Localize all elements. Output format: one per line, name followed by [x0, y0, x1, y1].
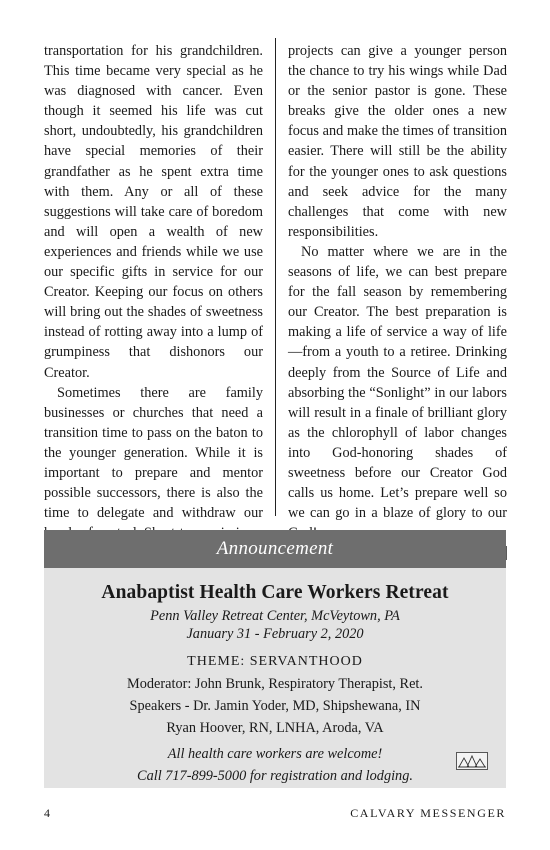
announcement-header-label: Announcement [216, 538, 334, 559]
announcement-speakers-continued: Ryan Hoover, RN, LNHA, Aroda, VA [166, 720, 384, 736]
announcement-moderator: Moderator: John Brunk, Respiratory Therapist, Ret. [127, 676, 423, 692]
announcement-dates: January 31 - February 2, 2020 [186, 626, 364, 642]
announcement-speakers: Speakers - Dr. Jamin Yoder, MD, Shipshewana, IN [129, 698, 421, 714]
announcement-box [44, 568, 506, 788]
announcement-welcome: All health care workers are welcome! [167, 746, 383, 762]
publication-title: CALVARY MESSENGER [350, 806, 506, 820]
announcement-theme: THEME: SERVANTHOOD [187, 654, 363, 669]
announcement-header [44, 530, 506, 568]
article-right-column [288, 41, 507, 563]
article-paragraph: transportation for his grandchildren. This time became very special as he was diagnosed with cancer. Even though it seemed his life was cut short, undoubtedly, his grandchildren have special memories of their grandfather as he spent extra time with them. Any or all of these suggestions will take care of boredom and will open a wealth of new experiences and friends while we use our specific gifts in service for our Creator. Keeping our focus on others will bring out the shades of sweetness instead of rotting away into a lump of grumpiness that dishonors our Creator. [44, 43, 263, 381]
announcement-title: Anabaptist Health Care Workers Retreat [101, 582, 449, 603]
article-paragraph: Sometimes there are family businesses or churches that need a transition time to pass on the baton to the younger generation. While it is important to prepare and mentor possible successors, there is also the time to delegate and withdraw our [44, 384, 263, 522]
article-paragraph: No matter where we are in the seasons of life, we can best prepare for the fall season by remembering our Creator. The best preparation is making a life of service a way of life—from a youth to a retiree. Drinking deeply from the Source of Life and absorbing the “Sonlight” in our labors will result in a finale of brilliant glory as the chlorophyll of labor changes into God-honoring shades of sweetness before our Creator God calls us home. Let’s prepare well so we can go in a blaze of glory to our [288, 243, 507, 522]
announcement-location: Penn Valley Retreat Center, McVeytown, PA [150, 608, 400, 624]
column-divider [275, 38, 276, 516]
article-left-column [44, 41, 263, 543]
announcement-contact: Call 717-899-5000 for registration and lodging. [137, 768, 413, 784]
pine-tree-ornament-icon [456, 752, 488, 770]
page-number: 4 [44, 806, 50, 820]
article-paragraph: projects can give a younger person the chance to try his wings while Dad or the senior pastor is gone. These breaks give the older ones a new focus and make the times of transition easier. There will still be the ability for the younger ones to ask questions and seek advice for the many challenges that come with new responsibilities. [288, 43, 507, 240]
